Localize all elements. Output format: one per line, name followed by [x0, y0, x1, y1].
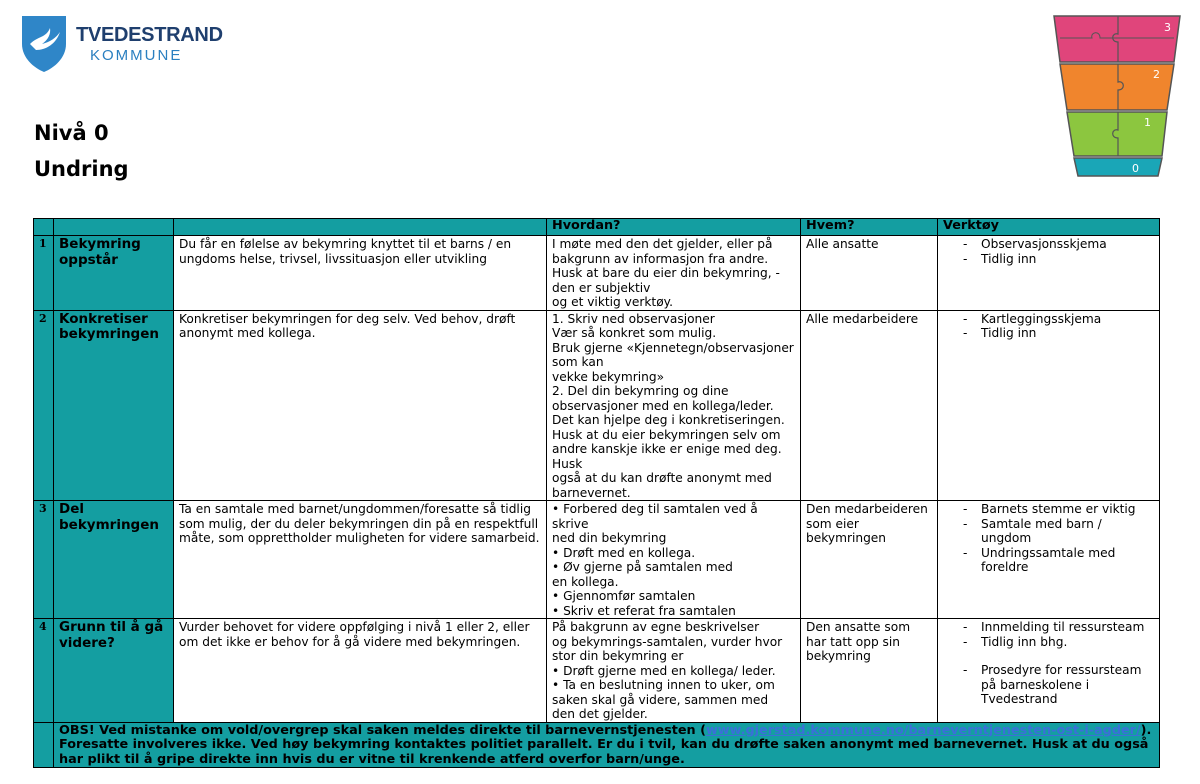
tool-item: - Tidlig inn	[943, 326, 1154, 341]
how-line: observasjoner med en kollega/leder.	[552, 398, 774, 413]
step-title: Grunn til å gå videre?	[54, 619, 174, 723]
tools-cell	[938, 619, 1160, 723]
header-who: Hvem?	[801, 219, 938, 236]
how-line: også at du kan drøfte anonymt med	[552, 471, 772, 485]
how-cell	[547, 501, 801, 619]
step-description: Vurder behovet for videre oppfølging i nivå 1 eller 2, eller om det ikke er behov for å gå videre med bekymringen.	[174, 619, 547, 723]
shield-icon	[20, 14, 68, 74]
how-line: 1. Skriv ned observasjoner	[552, 311, 715, 326]
tool-item: - Kartleggingsskjema	[943, 312, 1154, 327]
tool-item: - Innmelding til ressursteam	[943, 620, 1154, 635]
how-line: • Drøft med en kollega.	[552, 545, 696, 560]
how-line: og bekymrings-samtalen, vurder hvor	[552, 634, 783, 649]
how-line: bakgrunn av informasjon fra andre.	[552, 251, 769, 266]
tools-cell	[938, 236, 1160, 311]
how-line: som kan	[552, 355, 604, 369]
level-funnel-graphic	[1052, 14, 1182, 180]
how-line: Husk	[552, 456, 583, 471]
how-line: Husk at bare du eier din bekymring, -	[552, 266, 780, 280]
process-table	[33, 218, 1160, 768]
how-line: På bakgrunn av egne beskrivelser	[552, 620, 760, 634]
table-header-row	[34, 219, 1160, 236]
tool-item: - Samtale med barn / ungdom	[943, 517, 1154, 546]
who-cell: Den ansatte som har tatt opp sin bekymring	[801, 619, 938, 723]
how-line: I møte med den det gjelder, eller på	[552, 237, 773, 251]
header-num	[34, 219, 54, 236]
tools-cell	[938, 310, 1160, 501]
funnel-level-2: 2	[1153, 68, 1160, 81]
funnel-level-0: 0	[1132, 162, 1139, 175]
row-number: 2	[34, 310, 54, 501]
how-line: Vær så konkret som mulig.	[552, 326, 717, 340]
tvedestrand-logo	[20, 14, 223, 78]
step-title: Bekymring oppstår	[54, 236, 174, 311]
row-number: 1	[34, 236, 54, 311]
how-line: vekke bekymring»	[552, 369, 665, 384]
funnel-level-1: 1	[1144, 116, 1151, 129]
obs-text-end: ). Foresatte involveres ikke. Ved høy bekymring kontaktes politiet parallelt. Er du i tvil, kan du drøfte saken anonymt med barnevernet. Husk at du også har plikt til å gripe direkte inn hvis du er vitne til krenkende atferd overfor barn/unge.	[59, 722, 1152, 767]
how-line: den er subjektiv	[552, 280, 651, 295]
table-row	[34, 501, 1160, 619]
header-step	[54, 219, 174, 236]
obs-row	[34, 722, 1160, 768]
how-cell	[547, 619, 801, 723]
who-cell: Den medarbeideren som eier bekymringen	[801, 501, 938, 619]
who-cell: Alle medarbeidere	[801, 310, 938, 501]
how-line: 2. Del din bekymring og dine	[552, 384, 729, 398]
obs-spacer	[34, 722, 54, 768]
page-title-level: Nivå 0	[34, 121, 109, 145]
how-line: saken skal gå videre, sammen med	[552, 692, 769, 707]
how-line: andre kanskje ikke er enige med deg.	[552, 442, 782, 456]
how-line: • Skriv et referat fra samtalen	[552, 603, 736, 618]
step-description: Konkretiser bekymringen for deg selv. Ved behov, drøft anonymt med kollega.	[174, 310, 547, 501]
tools-cell	[938, 501, 1160, 619]
obs-text-start: OBS! Ved mistanke om vold/overgrep skal saken meldes direkte til barnevernstjenesten (	[59, 722, 706, 738]
how-line: stor din bekymring er	[552, 649, 684, 663]
how-line: den det gjelder.	[552, 707, 648, 721]
header-how: Hvordan?	[547, 219, 801, 236]
how-line: og et viktig verktøy.	[552, 295, 674, 309]
table-row	[34, 310, 1160, 501]
how-line: Bruk gjerne «Kjennetegn/observasjoner	[552, 340, 794, 355]
step-description: Ta en samtale med barnet/ungdommen/foresatte så tidlig som mulig, der du deler bekymringen din på en respektfull måte, som opprettholder muligheten for videre samarbeid.	[174, 501, 547, 619]
step-title: Konkretiser bekymringen	[54, 310, 174, 501]
tool-item: - Tidlig inn	[943, 252, 1154, 267]
tool-item: - Observasjonsskjema	[943, 237, 1154, 252]
obs-notice	[54, 722, 1160, 768]
header-description	[174, 219, 547, 236]
tool-item: - Tidlig inn bhg.	[943, 635, 1154, 650]
how-line: • Drøft gjerne med en kollega/ leder.	[552, 663, 776, 678]
page-title-subtitle: Undring	[34, 157, 129, 181]
barnevern-link[interactable]: www.gjerstad.kommune.no/barneverntjenesten-ost-i-agder/	[705, 722, 1141, 738]
table-row	[34, 236, 1160, 311]
how-line: • Forbered deg til samtalen ved å skrive	[552, 502, 758, 531]
step-title: Del bekymringen	[54, 501, 174, 619]
funnel-level-3: 3	[1164, 21, 1171, 34]
how-cell	[547, 310, 801, 501]
how-line: • Ta en beslutning innen to uker, om	[552, 678, 775, 692]
how-line: Det kan hjelpe deg i konkretiseringen.	[552, 413, 785, 427]
how-line: barnevernet.	[552, 485, 631, 500]
logo-name: TVEDESTRAND	[76, 24, 223, 46]
how-line: • Øv gjerne på samtalen med	[552, 560, 733, 574]
row-number: 4	[34, 619, 54, 723]
how-line: ned din bekymring	[552, 531, 667, 545]
how-cell	[547, 236, 801, 311]
header-tools: Verktøy	[938, 219, 1160, 236]
tool-item: - Prosedyre for ressursteam på barneskolene i Tvedestrand	[943, 663, 1154, 707]
who-cell: Alle ansatte	[801, 236, 938, 311]
logo-subtitle: KOMMUNE	[90, 47, 183, 64]
tool-item: - Barnets stemme er viktig	[943, 502, 1154, 517]
table-row	[34, 619, 1160, 723]
how-line: en kollega.	[552, 574, 619, 589]
tool-item: - Undringssamtale med foreldre	[943, 546, 1154, 575]
row-number: 3	[34, 501, 54, 619]
how-line: • Gjennomfør samtalen	[552, 589, 696, 603]
how-line: Husk at du eier bekymringen selv om	[552, 427, 781, 442]
step-description: Du får en følelse av bekymring knyttet til et barns / en ungdoms helse, trivsel, livssituasjon eller utvikling	[174, 236, 547, 311]
